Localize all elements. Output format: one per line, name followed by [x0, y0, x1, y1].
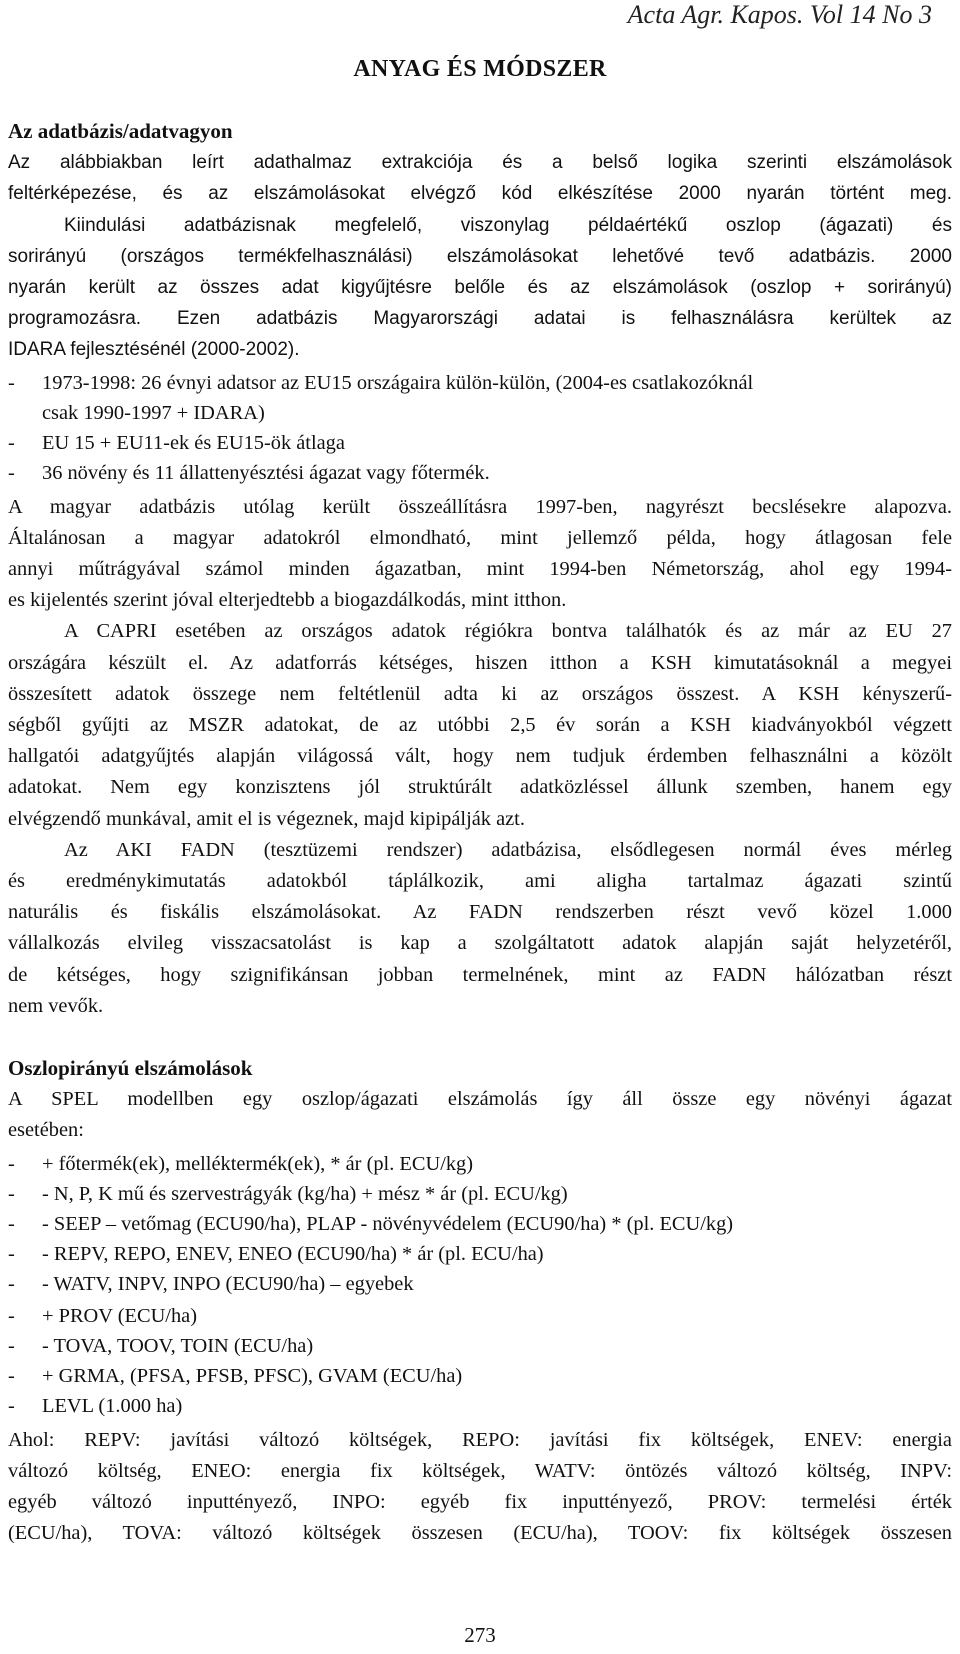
list-item-text: - WATV, INPV, INPO (ECU90/ha) – egyebek [42, 1272, 414, 1295]
list-item [8, 1269, 952, 1299]
text-line: Kiindulási adatbázisnak megfelelő, viszonylag példaértékű oszlop (ágazati) és [64, 214, 952, 236]
text-line: programozásra. Ezen adatbázis Magyarországi adatai is felhasználásra kerültek az [8, 308, 952, 330]
text-line: A magyar adatbázis utólag került összeállításra 1997-ben, nagyrészt becslésekre alapozva. [8, 495, 952, 518]
text-line: esetében: [8, 1119, 84, 1142]
subsection-heading-database: Az adatbázis/adatvagyon [8, 119, 233, 143]
list-dash: - [8, 431, 15, 454]
list-dash: - [8, 1242, 15, 1265]
running-head: Acta Agr. Kapos. Vol 14 No 3 [627, 0, 932, 29]
text-line: Az AKI FADN (tesztüzemi rendszer) adatbázisa, elsődlegesen normál éves mérleg [64, 838, 952, 861]
list-item [8, 1331, 952, 1361]
page-number: 273 [464, 1623, 496, 1647]
list-item [8, 1239, 952, 1269]
text-line: ségből gyűjti az MSZR adatokat, de az utóbbi 2,5 év során a KSH kiadványokból végzett [8, 714, 952, 737]
list-item-text: + főtermék(ek), melléktermék(ek), * ár (pl. ECU/kg) [42, 1152, 474, 1175]
list-item [8, 458, 952, 488]
list-item-text: 36 növény és 11 állattenyésztési ágazat vagy főtermék. [42, 461, 490, 484]
text-line: országára készült el. Az adatforrás kétséges, hiszen itthon a KSH kimutatásoknál a megyei [8, 651, 952, 674]
paragraph-intro [8, 147, 952, 365]
text-line: annyi műtrágyával számol minden ágazatban, mint 1994-ben Németország, ahol egy 1994- [8, 558, 952, 581]
list-dash: - [8, 1182, 15, 1205]
paragraph-abbreviations [8, 1425, 952, 1550]
text-line: es kijelentés szerint jóval elterjedtebb a biogazdálkodás, mint itthon. [8, 589, 567, 612]
text-line: sorirányú (országos termékfelhasználási) elszámolásokat lehetővé tevő adatbázis. 2000 [8, 245, 952, 267]
spel-items-list-b [8, 1301, 952, 1421]
spel-items-list-a [8, 1149, 952, 1299]
list-item [8, 1361, 952, 1391]
text-line: nyarán került az összes adat kigyűjtésre belőle és az elszámolások (oszlop + sorirányú) [8, 277, 952, 299]
list-item-text: LEVL (1.000 ha) [42, 1394, 183, 1417]
list-item-text: 1973-1998: 26 évnyi adatsor az EU15 országaira külön-külön, (2004-es csatlakozóknál [42, 371, 754, 394]
text-line: Az alábbiakban leírt adathalmaz extrakciója és a belső logika szerinti elszámolások [8, 152, 952, 174]
text-line: változó költség, ENEO: energia fix költségek, WATV: öntözés változó költség, INPV: [8, 1459, 952, 1482]
text-line: hallgatói adatgyűjtés alapján világossá vált, hogy nem tudjuk érdemben felhasználni a közölt [8, 745, 952, 768]
text-line: de kétséges, hogy szignifikánsan jobban termelnének, mint az FADN hálózatban részt [8, 963, 952, 986]
text-line: vállalkozás elvileg visszacsatolást is kap a szolgáltatott adatok alapján saját helyzetéről, [8, 932, 952, 955]
list-item [8, 1179, 952, 1209]
list-item-text: - SEEP – vetőmag (ECU90/ha), PLAP - növényvédelem (ECU90/ha) * (pl. ECU/kg) [42, 1212, 734, 1235]
paragraph-fadn [8, 835, 952, 1022]
list-item-text: - TOVA, TOOV, TOIN (ECU/ha) [42, 1334, 314, 1357]
list-item [8, 1209, 952, 1239]
paragraph-hungarian-data [8, 492, 952, 617]
list-dash: - [8, 1304, 15, 1327]
list-dash: - [8, 1152, 15, 1175]
text-line: adatokat. Nem egy konzisztens jól struktúrált adatközléssel állunk szemben, hanem egy [8, 776, 952, 799]
text-line: (ECU/ha), TOVA: változó költségek összesen (ECU/ha), TOOV: fix költségek összesen [8, 1522, 952, 1545]
paragraph-capri [8, 616, 952, 834]
list-dash: - [8, 1364, 15, 1387]
text-line: IDARA fejlesztésénél (2000-2002). [8, 339, 300, 361]
list-item [8, 1149, 952, 1179]
list-item-text: EU 15 + EU11-ek és EU15-ök átlaga [42, 431, 345, 454]
text-line: és eredménykimutatás adatokból táplálkozik, ami aligha tartalmaz ágazati szintű [8, 870, 952, 893]
list-dash: - [8, 1212, 15, 1235]
list-dash: - [8, 1272, 15, 1295]
list-item [8, 1301, 952, 1331]
list-dash: - [8, 371, 15, 394]
paragraph-spel-intro [8, 1084, 952, 1146]
list-item [8, 428, 952, 458]
list-item-text: - REPV, REPO, ENEV, ENEO (ECU90/ha) * ár (pl. ECU/ha) [42, 1242, 544, 1265]
text-line: összesített adatok összege nem feltétlenül adta ki az országos összest. A KSH kényszerű- [8, 682, 952, 705]
text-line: Ahol: REPV: javítási változó költségek, REPO: javítási fix költségek, ENEV: energia [8, 1428, 952, 1451]
list-item [8, 1391, 952, 1421]
text-line: A SPEL modellben egy oszlop/ágazati elszámolás így áll össze egy növényi ágazat [8, 1088, 952, 1111]
text-line: Általánosan a magyar adatokról elmondható, mint jellemző példa, hogy átlagosan fele [8, 526, 952, 549]
list-dash: - [8, 461, 15, 484]
data-coverage-list [8, 368, 952, 488]
list-dash: - [8, 1334, 15, 1357]
section-title: ANYAG ÉS MÓDSZER [353, 56, 607, 82]
list-dash: - [8, 1394, 15, 1417]
text-line: A CAPRI esetében az országos adatok régiókra bontva találhatók és az már az EU 27 [64, 620, 952, 643]
list-item-text: + PROV (ECU/ha) [42, 1304, 197, 1327]
list-item [8, 368, 952, 428]
text-line: feltérképezése, és az elszámolásokat elvégző kód elkészítése 2000 nyarán történt meg. [8, 183, 952, 205]
list-item-text: + GRMA, (PFSA, PFSB, PFSC), GVAM (ECU/ha) [42, 1364, 463, 1387]
text-line: egyéb változó inputtényező, INPO: egyéb fix inputtényező, PROV: termelési érték [8, 1491, 952, 1514]
list-item-text: - N, P, K mű és szervestrágyák (kg/ha) + mész * ár (pl. ECU/kg) [42, 1182, 568, 1205]
text-line: elvégzendő munkával, amit el is végeznek, majd kipipálják azt. [8, 807, 525, 830]
text-line: nem vevők. [8, 994, 104, 1017]
body-content [8, 116, 952, 1550]
list-item-continuation: csak 1990-1997 + IDARA) [42, 401, 265, 424]
subsection-heading-column-accounts: Oszlopirányú elszámolások [8, 1056, 253, 1081]
text-line: naturális és fiskális elszámolásokat. Az FADN rendszerben részt vevő közel 1.000 [8, 901, 952, 924]
